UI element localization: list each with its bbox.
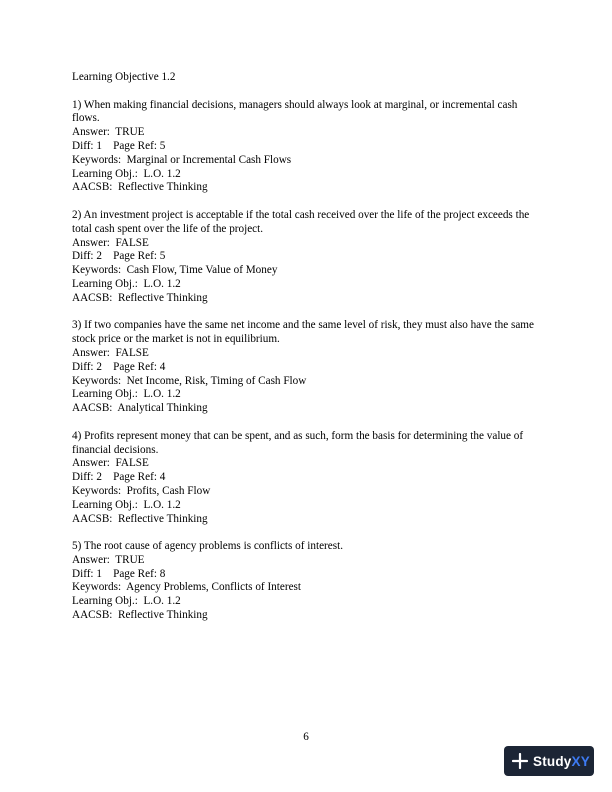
difficulty-line: Diff: 2 Page Ref: 5 (72, 250, 166, 263)
aacsb-line: AACSB: Reflective Thinking (72, 181, 208, 194)
question-block (72, 319, 542, 416)
difficulty-line: Diff: 2 Page Ref: 4 (72, 360, 166, 373)
keywords-line: Keywords: Profits, Cash Flow (72, 484, 211, 497)
learning-obj-line: Learning Obj.: L.O. 1.2 (72, 277, 181, 290)
brand-suffix: XY (571, 753, 590, 769)
aacsb-line: AACSB: Reflective Thinking (72, 609, 208, 622)
document-body (72, 71, 542, 637)
keywords-line: Keywords: Agency Problems, Conflicts of Interest (72, 581, 301, 594)
learning-obj-line: Learning Obj.: L.O. 1.2 (72, 498, 181, 511)
aacsb-line: AACSB: Reflective Thinking (72, 291, 208, 304)
aacsb-line: AACSB: Reflective Thinking (72, 512, 208, 525)
question-block (72, 209, 542, 306)
learning-obj-line: Learning Obj.: L.O. 1.2 (72, 388, 181, 401)
answer-line: Answer: FALSE (72, 346, 149, 359)
difficulty-line: Diff: 1 Page Ref: 5 (72, 139, 166, 152)
aacsb-line: AACSB: Analytical Thinking (72, 402, 208, 415)
question-block (72, 99, 542, 196)
page-number: 6 (303, 731, 309, 743)
answer-line: Answer: TRUE (72, 126, 145, 139)
difficulty-line: Diff: 2 Page Ref: 4 (72, 471, 166, 484)
question-text: 1) When making financial decisions, managers should always look at marginal, or incremental cash flows. (72, 98, 518, 125)
answer-line: Answer: TRUE (72, 553, 145, 566)
question-text: 5) The root cause of agency problems is conflicts of interest. (72, 540, 344, 553)
brand-prefix: Study (533, 753, 572, 769)
answer-line: Answer: FALSE (72, 236, 149, 249)
learning-obj-line: Learning Obj.: L.O. 1.2 (72, 595, 181, 608)
plus-icon (512, 753, 528, 769)
question-text: 4) Profits represent money that can be spent, and as such, form the basis for determining the value of financial decisions. (72, 429, 524, 456)
keywords-line: Keywords: Marginal or Incremental Cash Flows (72, 153, 292, 166)
question-block (72, 430, 542, 527)
brand-logo-text (533, 754, 590, 769)
studyxy-watermark-badge[interactable] (504, 746, 594, 776)
difficulty-line: Diff: 1 Page Ref: 8 (72, 567, 166, 580)
keywords-line: Keywords: Net Income, Risk, Timing of Cash Flow (72, 374, 307, 387)
keywords-line: Keywords: Cash Flow, Time Value of Money (72, 264, 278, 277)
question-text: 2) An investment project is acceptable if the total cash received over the life of the project exceeds the total cash spent over the life of the project. (72, 208, 530, 235)
question-block (72, 540, 542, 623)
answer-line: Answer: FALSE (72, 457, 149, 470)
learning-obj-line: Learning Obj.: L.O. 1.2 (72, 167, 181, 180)
question-text: 3) If two companies have the same net income and the same level of risk, they must also have the same stock price or the market is not in equilibrium. (72, 319, 534, 346)
section-heading: Learning Objective 1.2 (72, 71, 176, 83)
